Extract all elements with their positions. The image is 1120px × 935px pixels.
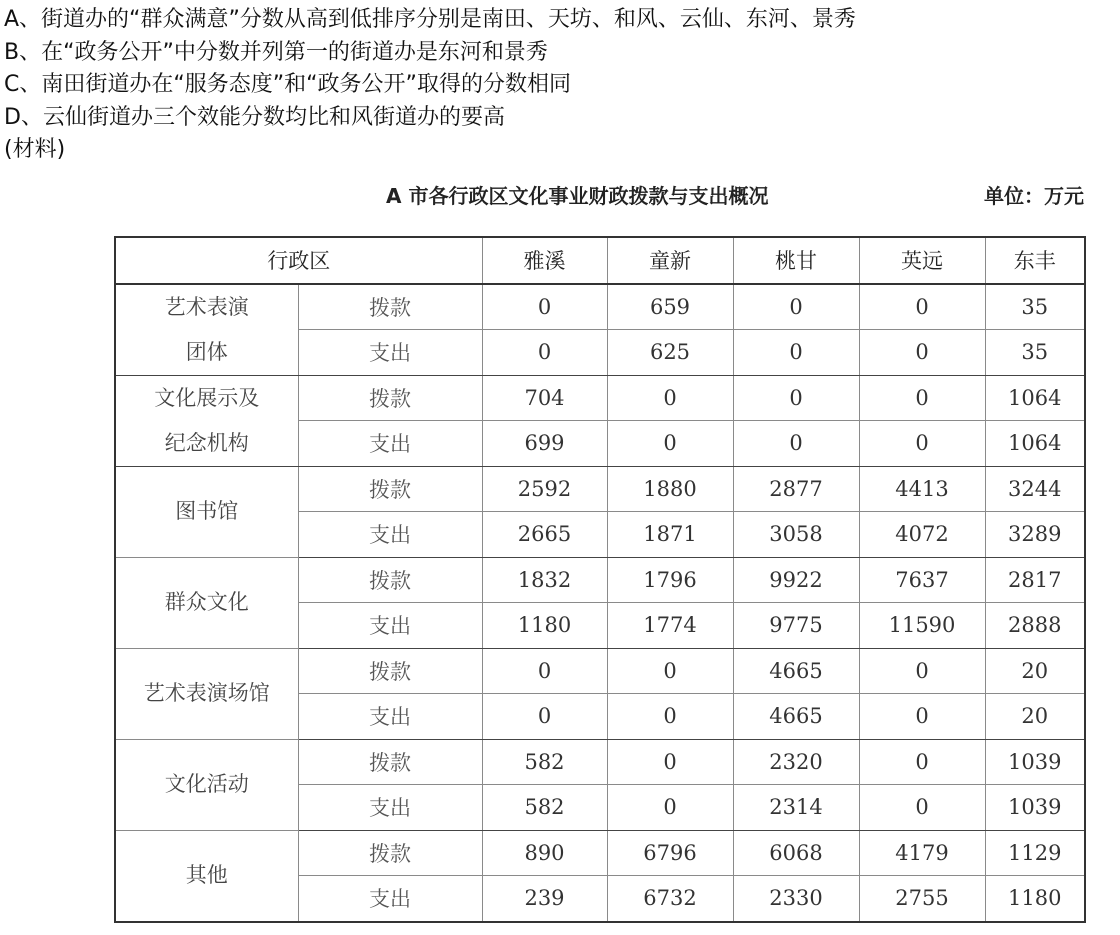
row-type-cell: 拨款 (298, 739, 482, 785)
value-cell: 4413 (859, 466, 985, 512)
value-cell: 1832 (482, 557, 607, 603)
value-cell: 6068 (733, 830, 859, 876)
value-cell: 0 (859, 785, 985, 831)
value-cell: 6796 (607, 830, 733, 876)
value-cell: 0 (859, 375, 985, 421)
value-cell: 4072 (859, 512, 985, 558)
value-cell: 625 (607, 330, 733, 376)
table-row (115, 739, 1085, 785)
value-cell: 2888 (985, 603, 1085, 649)
category-cell: 文化活动 (115, 739, 298, 830)
option-c: C、南田街道办在“服务态度”和“政务公开”取得的分数相同 (4, 72, 571, 97)
value-cell: 0 (859, 739, 985, 785)
value-cell: 0 (482, 648, 607, 694)
value-cell: 0 (733, 375, 859, 421)
table-row (115, 284, 1085, 330)
column-header: 童新 (607, 237, 733, 284)
row-type-cell: 支出 (298, 330, 482, 376)
value-cell: 0 (607, 785, 733, 831)
column-header: 东丰 (985, 237, 1085, 284)
value-cell: 35 (985, 330, 1085, 376)
value-cell: 1774 (607, 603, 733, 649)
column-header: 英远 (859, 237, 985, 284)
row-type-cell: 拨款 (298, 284, 482, 330)
row-type-cell: 支出 (298, 785, 482, 831)
value-cell: 4179 (859, 830, 985, 876)
row-type-cell: 拨款 (298, 557, 482, 603)
value-cell: 9775 (733, 603, 859, 649)
funding-table (114, 236, 1086, 923)
value-cell: 699 (482, 421, 607, 467)
category-cell: 纪念机构 (115, 421, 298, 467)
option-b: B、在“政务公开”中分数并列第一的街道办是东河和景秀 (4, 39, 548, 65)
value-cell: 9922 (733, 557, 859, 603)
category-cell: 文化展示及 (115, 375, 298, 421)
value-cell: 582 (482, 739, 607, 785)
column-header: 雅溪 (482, 237, 607, 284)
table-unit: 单位：万元 (984, 184, 1084, 208)
value-cell: 35 (985, 284, 1085, 330)
value-cell: 3289 (985, 512, 1085, 558)
value-cell: 1064 (985, 421, 1085, 467)
value-cell: 2592 (482, 466, 607, 512)
value-cell: 20 (985, 694, 1085, 740)
row-type-cell: 拨款 (298, 466, 482, 512)
answer-options (4, 4, 1114, 167)
value-cell: 4665 (733, 648, 859, 694)
value-cell: 0 (607, 375, 733, 421)
category-cell: 艺术表演 (115, 284, 298, 330)
value-cell: 1039 (985, 739, 1085, 785)
value-cell: 0 (859, 330, 985, 376)
row-type-cell: 支出 (298, 694, 482, 740)
value-cell: 0 (859, 648, 985, 694)
value-cell: 582 (482, 785, 607, 831)
value-cell: 4665 (733, 694, 859, 740)
value-cell: 20 (985, 648, 1085, 694)
table-row (115, 421, 1085, 467)
value-cell: 0 (733, 284, 859, 330)
value-cell: 1880 (607, 466, 733, 512)
value-cell: 0 (859, 284, 985, 330)
value-cell: 1180 (482, 603, 607, 649)
value-cell: 0 (482, 694, 607, 740)
value-cell: 7637 (859, 557, 985, 603)
row-type-cell: 支出 (298, 512, 482, 558)
value-cell: 0 (859, 694, 985, 740)
table-row (115, 830, 1085, 876)
value-cell: 0 (859, 421, 985, 467)
table-row (115, 466, 1085, 512)
table-row (115, 557, 1085, 603)
material-label: (材料) (4, 137, 66, 162)
row-type-cell: 支出 (298, 421, 482, 467)
value-cell: 2314 (733, 785, 859, 831)
row-type-cell: 支出 (298, 603, 482, 649)
value-cell: 0 (607, 421, 733, 467)
value-cell: 890 (482, 830, 607, 876)
value-cell: 0 (482, 284, 607, 330)
value-cell: 0 (733, 330, 859, 376)
value-cell: 1129 (985, 830, 1085, 876)
value-cell: 2665 (482, 512, 607, 558)
value-cell: 0 (733, 421, 859, 467)
value-cell: 1796 (607, 557, 733, 603)
value-cell: 704 (482, 375, 607, 421)
value-cell: 2817 (985, 557, 1085, 603)
category-cell: 艺术表演场馆 (115, 648, 298, 739)
value-cell: 3058 (733, 512, 859, 558)
value-cell: 0 (482, 330, 607, 376)
value-cell: 0 (607, 648, 733, 694)
value-cell: 239 (482, 876, 607, 922)
value-cell: 1180 (985, 876, 1085, 922)
option-a: A、街道办的“群众满意”分数从高到低排序分别是南田、天坊、和风、云仙、东河、景秀 (4, 7, 856, 32)
table-row (115, 375, 1085, 421)
value-cell: 1871 (607, 512, 733, 558)
row-type-cell: 拨款 (298, 375, 482, 421)
value-cell: 2320 (733, 739, 859, 785)
table-header-row (115, 237, 1085, 284)
table-row (115, 648, 1085, 694)
table-row (115, 330, 1085, 376)
value-cell: 2877 (733, 466, 859, 512)
value-cell: 0 (607, 694, 733, 740)
table-body (115, 284, 1085, 922)
row-type-cell: 支出 (298, 876, 482, 922)
category-cell: 群众文化 (115, 557, 298, 648)
row-type-cell: 拨款 (298, 830, 482, 876)
value-cell: 11590 (859, 603, 985, 649)
category-cell: 图书馆 (115, 466, 298, 557)
category-cell: 其他 (115, 830, 298, 922)
value-cell: 2330 (733, 876, 859, 922)
corner-header: 行政区 (115, 237, 482, 284)
value-cell: 659 (607, 284, 733, 330)
value-cell: 0 (607, 739, 733, 785)
value-cell: 1064 (985, 375, 1085, 421)
table-caption: A 市各行政区文化事业财政拨款与支出概况 (386, 184, 769, 208)
column-header: 桃甘 (733, 237, 859, 284)
value-cell: 3244 (985, 466, 1085, 512)
value-cell: 2755 (859, 876, 985, 922)
row-type-cell: 拨款 (298, 648, 482, 694)
option-d: D、云仙街道办三个效能分数均比和风街道办的要高 (4, 104, 505, 130)
value-cell: 6732 (607, 876, 733, 922)
value-cell: 1039 (985, 785, 1085, 831)
category-cell: 团体 (115, 330, 298, 376)
